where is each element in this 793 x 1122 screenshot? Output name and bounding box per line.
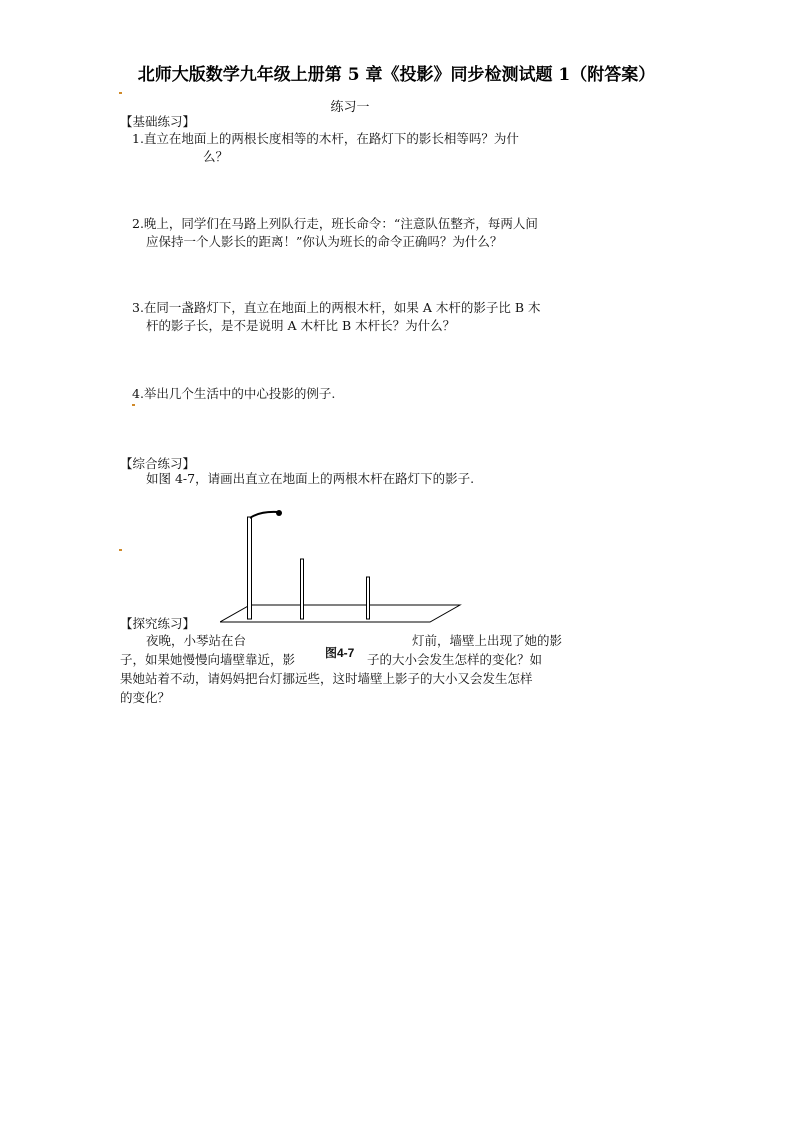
section-heading-basic: 【基础练习】 [120,114,196,129]
explore-line-2b: 子的大小会发生怎样的变化？如 [367,652,543,667]
explore-line-1b: 灯前，墙壁上出现了她的影 [412,633,563,648]
section-heading-explore: 【探究练习】 [120,616,196,631]
question-1-line-1: 1.直立在地面上的两根长度相等的木杆，在路灯下的影长相等吗？为什 [132,131,519,146]
street-lamp-arm [250,512,278,518]
explore-line-2a: 子，如果她慢慢向墙壁靠近，影 [120,652,296,667]
question-2-line-2: 应保持一个人影长的距离！”你认为班长的命令正确吗？为什么？ [146,234,503,249]
explore-line-1a: 夜晚，小琴站在台 [146,633,247,648]
question-2-line-1: 2.晚上，同学们在马路上列队行走，班长命令：“注意队伍整齐，每两人间 [132,216,538,231]
question-3-line-1: 3.在同一盏路灯下，直立在地面上的两根木杆，如果 A 木杆的影子比 B 木 [132,300,541,315]
section-heading-comprehensive: 【综合练习】 [120,456,196,471]
margin-mark [119,92,122,94]
wooden-pole-2 [367,577,370,619]
figure-4-7 [220,505,465,625]
explore-line-4: 的变化？ [120,690,171,705]
comprehensive-question: 如图 4-7，请画出直立在地面上的两根木杆在路灯下的影子. [146,471,475,486]
question-1-line-2: 么？ [203,149,229,164]
street-lamp-pole [248,517,252,619]
exercise-subtitle: 练习一 [330,100,370,115]
ground-plane [220,605,460,622]
question-3-line-2: 杆的影子长，是不是说明 A 木杆比 B 木杆长？为什么？ [146,318,456,333]
street-lamp-bulb [276,510,282,516]
question-4-line-1: 4.举出几个生活中的中心投影的例子. [132,386,336,401]
margin-mark [119,549,122,551]
margin-mark [132,404,135,406]
page-title: 北师大版数学九年级上册第 5 章《投影》同步检测试题 1（附答案） [137,65,656,85]
explore-line-3: 果她站着不动，请妈妈把台灯挪远些，这时墙壁上影子的大小又会发生怎样 [120,671,533,686]
wooden-pole-1 [301,559,304,619]
figure-caption: 图4-7 [325,646,355,660]
